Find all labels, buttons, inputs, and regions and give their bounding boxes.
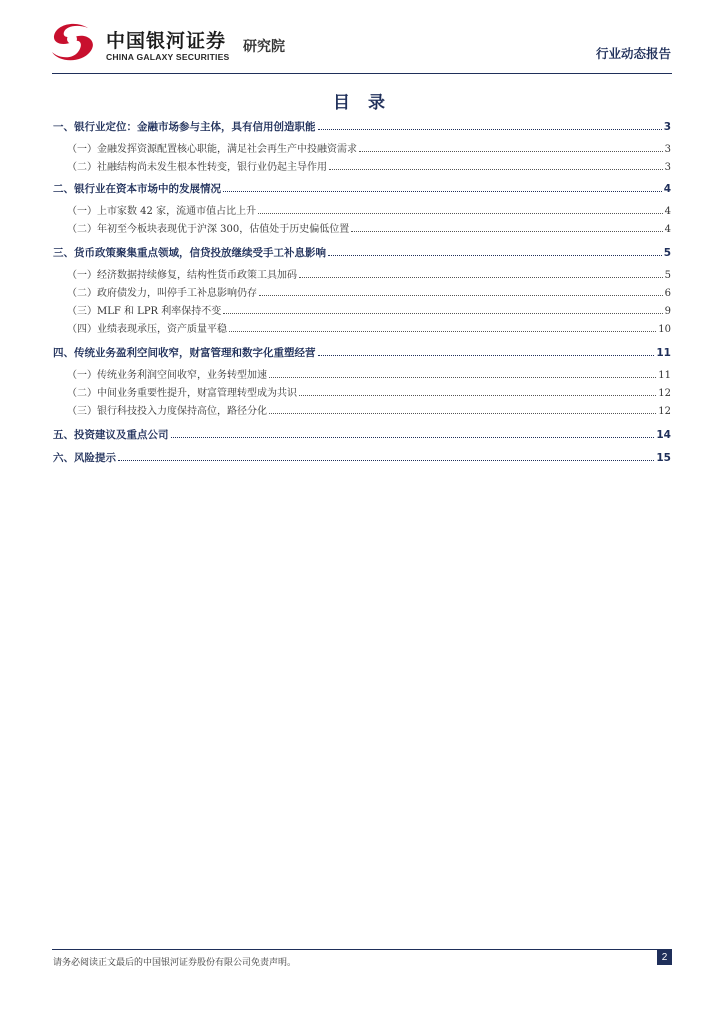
toc-entry-text: （二）社融结构尚未发生根本性转变，银行业仍起主导作用 — [67, 162, 327, 173]
toc-page-number: 5 — [664, 270, 671, 281]
toc-subsection-link[interactable] — [53, 368, 671, 384]
toc-page-number: 12 — [658, 388, 671, 399]
footer-divider — [52, 949, 672, 950]
toc-page-number: 14 — [656, 429, 671, 441]
brand-name-en: CHINA GALAXY SECURITIES — [106, 52, 230, 62]
toc-page-number: 10 — [658, 324, 671, 335]
toc-dot-leader — [171, 428, 655, 438]
toc-entry-text: （二）年初至今板块表现优于沪深 300，估值处于历史偏低位置 — [67, 224, 350, 235]
toc-dot-leader — [223, 182, 662, 192]
toc-subsection-link[interactable] — [53, 404, 671, 420]
toc-dot-leader — [259, 286, 663, 296]
toc-entry-text: 六、风险提示 — [53, 452, 116, 464]
brand-name-cn: 中国银河证券 — [106, 30, 227, 52]
toc-subsection-link[interactable] — [53, 204, 671, 220]
toc-dot-leader — [118, 451, 654, 461]
toc-page-number: 6 — [664, 288, 671, 299]
toc-subsection-link[interactable] — [53, 386, 671, 402]
toc-page-number: 3 — [664, 144, 671, 155]
toc-dot-leader — [223, 304, 662, 314]
toc-entry-text: 四、传统业务盈利空间收窄，财富管理和数字化重塑经营 — [53, 347, 316, 359]
toc-page-number: 3 — [664, 162, 671, 173]
toc-subsection-link[interactable] — [53, 268, 671, 284]
toc-section-link[interactable] — [53, 345, 671, 361]
toc-dot-leader — [229, 322, 656, 332]
toc-section-link[interactable] — [53, 181, 671, 197]
toc-entry-text: （一）金融发挥资源配置核心职能，满足社会再生产中投融资需求 — [67, 144, 357, 155]
toc-section-link[interactable] — [53, 427, 671, 443]
toc-dot-leader — [351, 222, 662, 232]
galaxy-logo-icon — [50, 22, 100, 62]
toc-entry-text: （三）银行科技投入力度保持高位，路径分化 — [67, 406, 267, 417]
toc-title: 目 录 — [333, 93, 391, 113]
toc-dot-leader — [269, 368, 656, 378]
toc-entry-text: （一）经济数据持续修复，结构性货币政策工具加码 — [67, 270, 297, 281]
toc-subsection-link[interactable] — [53, 160, 671, 176]
toc-entry-text: （二）政府债发力，叫停手工补息影响仍存 — [67, 288, 257, 299]
toc-section-link[interactable] — [53, 119, 671, 135]
toc-entry-text: （二）中间业务重要性提升，财富管理转型成为共识 — [67, 388, 297, 399]
toc-section-link[interactable] — [53, 450, 671, 466]
toc-subsection-link[interactable] — [53, 142, 671, 158]
toc-entry-text: （三）MLF 和 LPR 利率保持不变 — [67, 306, 222, 317]
toc-page-number: 11 — [656, 347, 671, 359]
toc-page-number: 4 — [663, 183, 671, 195]
toc-subsection-link[interactable] — [53, 222, 671, 238]
toc-entry-text: 一、银行业定位：金融市场参与主体，具有信用创造职能 — [53, 121, 316, 133]
toc-dot-leader — [318, 120, 662, 130]
toc-entry-text: （一）上市家数 42 家，流通市值占比上升 — [67, 206, 257, 217]
toc-dot-leader — [318, 346, 655, 356]
toc-page-number: 11 — [658, 370, 671, 381]
toc-dot-leader — [328, 246, 662, 256]
toc-page-number: 5 — [663, 247, 671, 259]
toc-dot-leader — [299, 386, 656, 396]
institute-label: 研究院 — [243, 39, 285, 55]
footer-disclaimer: 请务必阅读正文最后的中国银河证券股份有限公司免责声明。 — [53, 958, 297, 968]
toc-page-number: 4 — [664, 224, 671, 235]
toc-dot-leader — [258, 204, 663, 214]
toc-entry-text: 三、货币政策聚集重点领域，信贷投放继续受手工补息影响 — [53, 247, 326, 259]
toc-dot-leader — [359, 142, 663, 152]
toc-page-number: 9 — [664, 306, 671, 317]
toc-subsection-link[interactable] — [53, 286, 671, 302]
header-divider — [52, 73, 672, 74]
toc-entry-text: 二、银行业在资本市场中的发展情况 — [53, 183, 221, 195]
toc-page-number: 4 — [664, 206, 671, 217]
toc-dot-leader — [299, 268, 663, 278]
toc-subsection-link[interactable] — [53, 304, 671, 320]
toc-entry-text: （四）业绩表现承压，资产质量平稳 — [67, 324, 227, 335]
toc-dot-leader — [329, 160, 663, 170]
toc-entry-text: 五、投资建议及重点公司 — [53, 429, 169, 441]
toc-page-number: 3 — [663, 121, 671, 133]
toc-subsection-link[interactable] — [53, 322, 671, 338]
toc-dot-leader — [269, 404, 656, 414]
toc-page-number: 15 — [656, 452, 671, 464]
toc-entry-text: （一）传统业务利润空间收窄，业务转型加速 — [67, 370, 267, 381]
page-header — [0, 0, 724, 80]
report-type-label: 行业动态报告 — [595, 46, 671, 61]
page-number-badge: 2 — [657, 950, 672, 965]
toc-page-number: 12 — [658, 406, 671, 417]
toc-section-link[interactable] — [53, 245, 671, 261]
